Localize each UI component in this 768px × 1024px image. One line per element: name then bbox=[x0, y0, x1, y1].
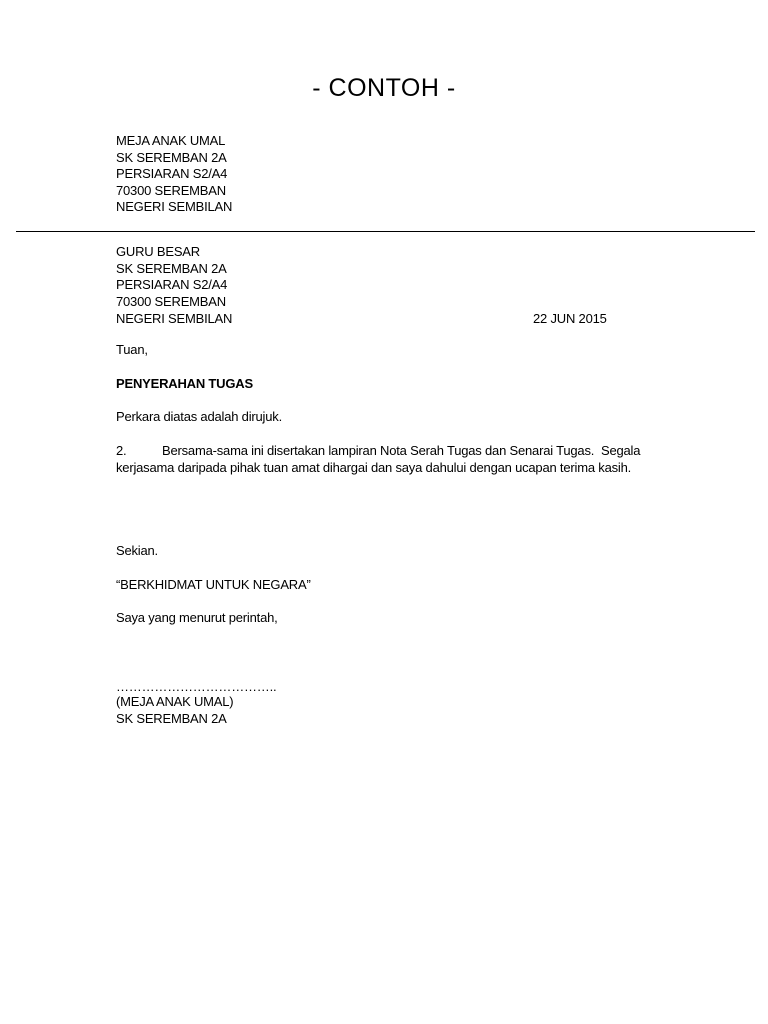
recipient-state: NEGERI SEMBILAN bbox=[116, 311, 233, 326]
signature-line: ……………………………….. bbox=[116, 679, 277, 694]
recipient-title: GURU BESAR bbox=[116, 244, 200, 259]
motto: “BERKHIDMAT UNTUK NEGARA” bbox=[116, 577, 311, 592]
paragraph-1: Perkara diatas adalah dirujuk. bbox=[116, 409, 282, 424]
signer-name: (MEJA ANAK UMAL) bbox=[116, 694, 234, 709]
closing: Sekian. bbox=[116, 543, 158, 558]
salutation: Tuan, bbox=[116, 342, 148, 357]
letter-date: 22 JUN 2015 bbox=[533, 311, 607, 326]
letter-subject: PENYERAHAN TUGAS bbox=[116, 376, 253, 391]
document-title: - CONTOH - bbox=[312, 74, 456, 102]
paragraph-2-line-2: kerjasama daripada pihak tuan amat dihargai dan saya dahului dengan ucapan terima kasih. bbox=[116, 459, 632, 475]
sign-off: Saya yang menurut perintah, bbox=[116, 610, 278, 625]
recipient-postcode-city: 70300 SEREMBAN bbox=[116, 293, 226, 309]
sender-name: MEJA ANAK UMAL bbox=[116, 133, 226, 148]
paragraph-2-line-1: Bersama-sama ini disertakan lampiran Nota Serah Tugas dan Senarai Tugas. Segala bbox=[162, 443, 641, 458]
recipient-street: PERSIARAN S2/A4 bbox=[116, 277, 228, 292]
sender-postcode-city: 70300 SEREMBAN bbox=[116, 182, 226, 198]
sender-state: NEGERI SEMBILAN bbox=[116, 199, 233, 214]
signer-school: SK SEREMBAN 2A bbox=[116, 711, 227, 726]
paragraph-2-number: 2. bbox=[116, 443, 127, 458]
recipient-school: SK SEREMBAN 2A bbox=[116, 260, 227, 276]
sender-street: PERSIARAN S2/A4 bbox=[116, 166, 228, 181]
sender-school: SK SEREMBAN 2A bbox=[116, 149, 227, 165]
header-divider bbox=[16, 231, 755, 232]
